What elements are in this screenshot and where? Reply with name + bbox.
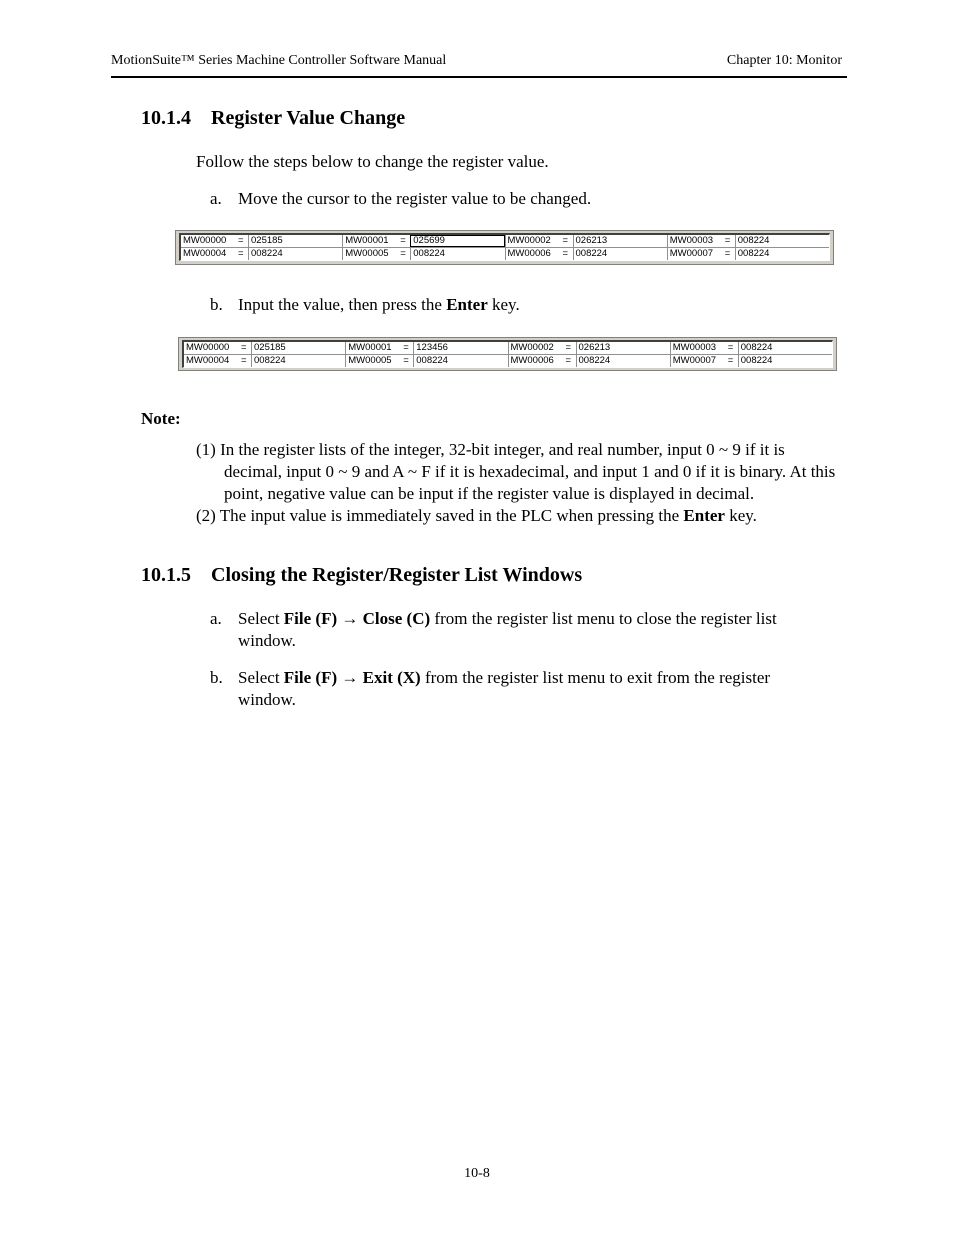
register-cell — [668, 235, 829, 247]
note-label: Note: — [141, 409, 181, 428]
text-run: Select — [238, 609, 284, 628]
register-list-after — [178, 337, 837, 371]
menu-exit-label: Exit (X) — [362, 668, 421, 687]
register-cell — [671, 355, 832, 367]
step-b — [210, 294, 850, 316]
register-equals: = — [562, 235, 569, 246]
register-grid — [179, 233, 830, 261]
register-value-field[interactable]: 008224 — [573, 248, 667, 260]
register-value-field[interactable]: 025699 — [410, 235, 504, 247]
step-letter: b. — [210, 668, 223, 687]
register-equals: = — [727, 355, 734, 366]
register-row — [181, 248, 829, 260]
register-name: MW00006 — [510, 355, 554, 366]
register-cell — [506, 235, 668, 247]
register-cell — [343, 248, 505, 260]
section-number: 10.1.5 — [141, 564, 191, 586]
register-equals: = — [724, 235, 731, 246]
register-equals: = — [238, 248, 244, 259]
menu-file-label: File (F) — [283, 609, 338, 628]
text-run: key. — [487, 295, 520, 314]
register-equals: = — [565, 355, 572, 366]
register-name: MW00005 — [345, 248, 389, 259]
register-row — [184, 355, 832, 367]
register-value-field[interactable]: 008224 — [251, 355, 345, 367]
note-item-1: (1) In the register lists of the integer, 32-bit integer, and real number, input 0 ~ 9 if it is decimal, input 0 ~ 9 and A ~ F if it is hexadecimal, and input 1 and 0 if it is binary. At this point, negative value can be input if the register value is displayed in decimal. — [196, 440, 836, 503]
text-run: Select — [238, 668, 284, 687]
note-item-2 — [196, 505, 846, 527]
text-run: from the register list menu to close the register list — [430, 609, 777, 628]
register-cell — [509, 355, 671, 367]
register-grid — [182, 340, 833, 368]
header-chapter: Chapter 10: Monitor — [726, 53, 842, 68]
register-name: MW00003 — [669, 235, 714, 246]
step-text — [238, 294, 520, 316]
register-value-field[interactable]: 008224 — [735, 235, 829, 247]
close-step-b — [210, 667, 850, 711]
register-value-field[interactable]: 026213 — [573, 235, 667, 247]
register-value-field[interactable]: 008224 — [413, 355, 507, 367]
register-equals: = — [403, 342, 409, 353]
register-value-field[interactable]: 008224 — [410, 248, 504, 260]
register-value-field[interactable]: 008224 — [735, 248, 829, 260]
arrow-glyph: → — [337, 609, 363, 628]
register-cell — [509, 342, 671, 354]
register-cell — [184, 355, 346, 367]
register-equals: = — [727, 342, 734, 353]
section-title: Closing the Register/Register List Windows — [211, 564, 583, 586]
step-text: Move the cursor to the register value to be changed. — [238, 189, 592, 208]
register-cell — [181, 248, 343, 260]
step-letter: a. — [210, 189, 222, 208]
section-heading-10-1-4 — [141, 107, 405, 130]
register-equals: = — [562, 248, 569, 259]
register-cell — [181, 235, 343, 247]
register-row — [184, 342, 832, 355]
register-name: MW00000 — [186, 342, 230, 353]
step-text — [238, 608, 777, 652]
text-run: window. — [238, 631, 296, 650]
register-name: MW00004 — [183, 248, 227, 259]
text-run: (2) The input value is immediately saved in the PLC when pressing the — [196, 506, 684, 525]
register-value-field[interactable]: 008224 — [248, 248, 342, 260]
enter-key-label: Enter — [446, 295, 488, 314]
register-name: MW00007 — [669, 248, 714, 259]
register-value-field[interactable]: 008224 — [576, 355, 670, 367]
register-cell — [671, 342, 832, 354]
register-equals: = — [241, 342, 247, 353]
register-cell — [346, 342, 508, 354]
page-number: 10-8 — [464, 1166, 490, 1181]
page-header — [111, 52, 847, 78]
register-equals: = — [403, 355, 409, 366]
section-title: Register Value Change — [211, 107, 406, 129]
text-run: window. — [238, 690, 296, 709]
step-letter: b. — [210, 295, 223, 314]
register-name: MW00004 — [186, 355, 230, 366]
register-cell — [346, 355, 508, 367]
note-list — [196, 439, 846, 527]
register-equals: = — [400, 248, 406, 259]
section-heading-10-1-5 — [141, 564, 582, 587]
header-title: MotionSuite™ Series Machine Controller Software Manual — [111, 53, 447, 68]
register-value-field[interactable]: 026213 — [576, 342, 670, 354]
register-cell — [184, 342, 346, 354]
register-cell — [668, 248, 829, 260]
arrow-glyph: → — [337, 668, 363, 687]
close-step-a — [210, 608, 850, 652]
register-name: MW00001 — [345, 235, 389, 246]
register-cell — [343, 235, 505, 247]
menu-file-label: File (F) — [283, 668, 338, 687]
register-list-before — [175, 230, 834, 265]
register-row — [181, 235, 829, 248]
register-value-field[interactable]: 123456 — [413, 342, 507, 354]
step-letter: a. — [210, 609, 222, 628]
register-name: MW00002 — [507, 235, 551, 246]
register-value-field[interactable]: 008224 — [738, 342, 832, 354]
register-name: MW00002 — [510, 342, 554, 353]
register-name: MW00003 — [672, 342, 717, 353]
register-name: MW00001 — [348, 342, 392, 353]
step-text — [238, 667, 770, 711]
register-name: MW00005 — [348, 355, 392, 366]
register-equals: = — [724, 248, 731, 259]
enter-key-label: Enter — [683, 506, 725, 525]
register-name: MW00007 — [672, 355, 717, 366]
intro-paragraph: Follow the steps below to change the register value. — [196, 152, 549, 171]
register-cell — [506, 248, 668, 260]
register-equals: = — [565, 342, 572, 353]
text-run: Input the value, then press the — [238, 295, 447, 314]
register-name: MW00006 — [507, 248, 551, 259]
register-equals: = — [241, 355, 247, 366]
register-value-field[interactable]: 025185 — [251, 342, 345, 354]
register-name: MW00000 — [183, 235, 227, 246]
register-value-field[interactable]: 008224 — [738, 355, 832, 367]
step-a — [210, 188, 850, 210]
text-run: key. — [724, 506, 757, 525]
register-equals: = — [400, 235, 406, 246]
menu-close-label: Close (C) — [362, 609, 431, 628]
text-run: from the register list menu to exit from the register — [420, 668, 771, 687]
section-number: 10.1.4 — [141, 107, 191, 129]
register-equals: = — [238, 235, 244, 246]
register-value-field[interactable]: 025185 — [248, 235, 342, 247]
